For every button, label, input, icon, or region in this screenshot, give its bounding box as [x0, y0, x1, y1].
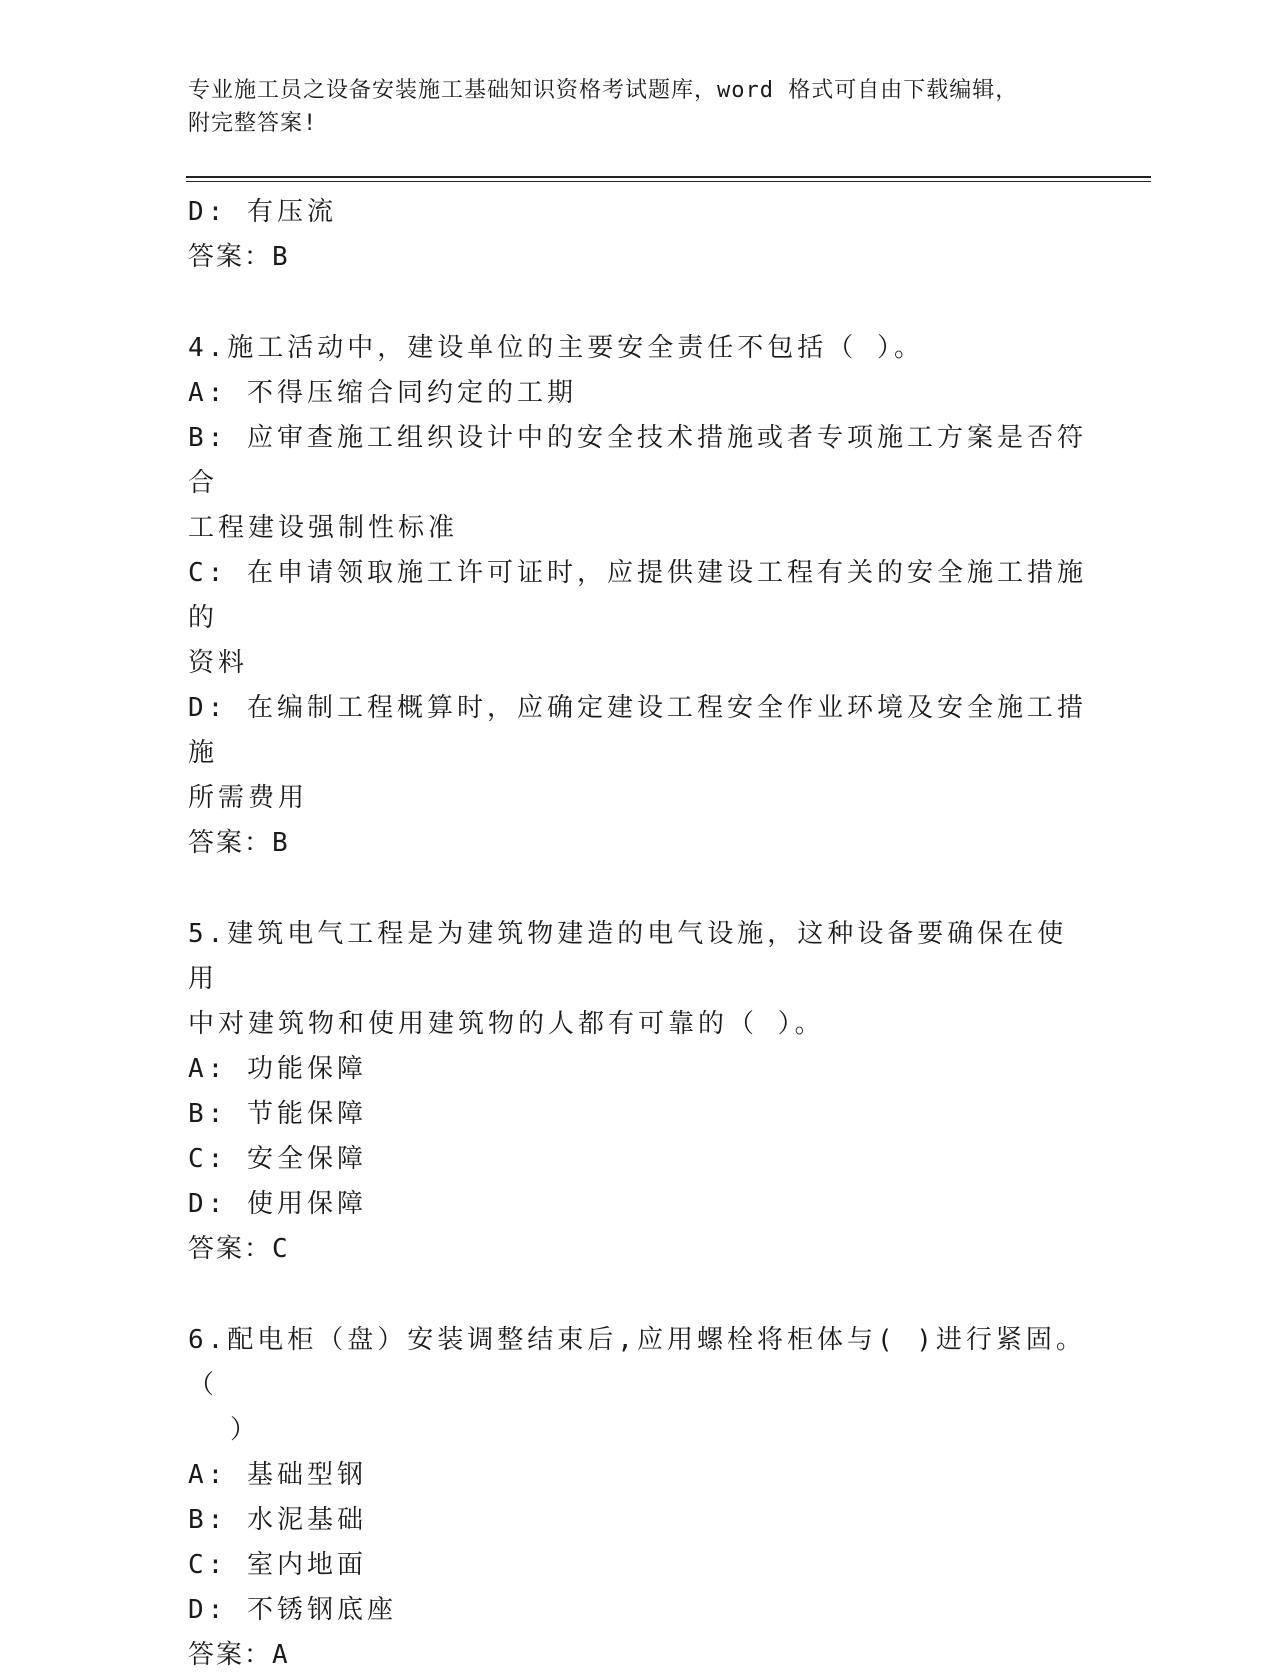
q6-option-b: B: 水泥基础 [188, 1505, 367, 1535]
q4-option-b-line-1: B: 应审查施工组织设计中的安全技术措施或者专项施工方案是否符合 [188, 423, 1087, 498]
q6-option-a: A: 基础型钢 [188, 1460, 367, 1490]
q5-option-d: D: 使用保障 [188, 1189, 367, 1219]
q4-option-a: A: 不得压缩合同约定的工期 [188, 378, 577, 408]
q4-option-b-line-2: 工程建设强制性标准 [188, 513, 459, 543]
q4-option-c-line-2: 资料 [188, 648, 249, 678]
header-rule-thick [186, 176, 1151, 178]
q6-answer: 答案：A [188, 1640, 290, 1670]
document-header [188, 74, 1068, 140]
q5-stem-line-1: 5.建筑电气工程是为建筑物建造的电气设施，这种设备要确保在使用 [188, 919, 1068, 994]
q6-option-d: D: 不锈钢底座 [188, 1595, 397, 1625]
q6-stem-line-1: 6.配电柜（盘）安装调整结束后,应用螺栓将柜体与( )进行紧固。（ [188, 1325, 1086, 1400]
q6-stem-line-2: ） [230, 1415, 261, 1445]
header-line-1: 专业施工员之设备安装施工基础知识资格考试题库，word 格式可自由下载编辑， [188, 78, 1019, 103]
header-rule-thin [186, 181, 1151, 182]
q4-stem: 4.施工活动中，建设单位的主要安全责任不包括（ ）。 [188, 333, 924, 363]
q5-stem-line-2: 中对建筑物和使用建筑物的人都有可靠的（ ）。 [188, 1009, 825, 1039]
prev-answer: 答案：B [188, 242, 290, 272]
q5-answer: 答案：C [188, 1234, 290, 1264]
header-line-2: 附完整答案! [188, 111, 318, 136]
q4-option-d-line-1: D: 在编制工程概算时，应确定建设工程安全作业环境及安全施工措施 [188, 693, 1087, 768]
question-content [188, 190, 1088, 1678]
spacer [188, 280, 1088, 326]
q5-option-c: C: 安全保障 [188, 1144, 367, 1174]
spacer [188, 866, 1088, 912]
q4-option-d-line-2: 所需费用 [188, 783, 309, 813]
q4-option-c-line-1: C: 在申请领取施工许可证时，应提供建设工程有关的安全施工措施的 [188, 558, 1087, 633]
prev-option-d: D: 有压流 [188, 197, 337, 227]
q5-option-b: B: 节能保障 [188, 1099, 367, 1129]
q5-option-a: A: 功能保障 [188, 1054, 367, 1084]
q4-answer: 答案：B [188, 828, 290, 858]
q6-option-c: C: 室内地面 [188, 1550, 367, 1580]
spacer [188, 1272, 1088, 1318]
